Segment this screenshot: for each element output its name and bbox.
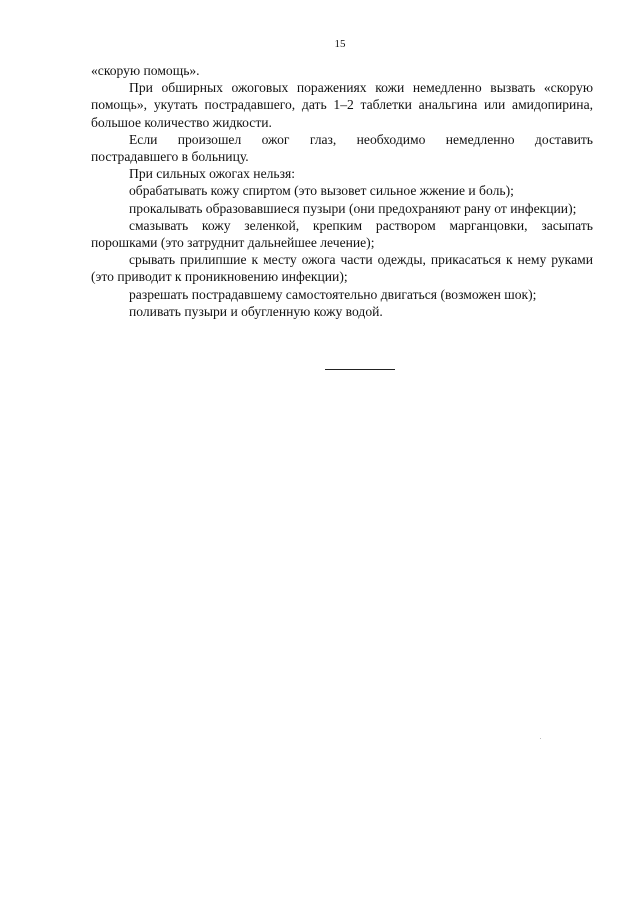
scan-speck bbox=[540, 738, 541, 739]
page-number: 15 bbox=[334, 38, 346, 50]
paragraph-line: При обширных ожоговых поражениях кожи немедленно вызвать «скорую bbox=[129, 80, 593, 96]
paragraph-line: «скорую помощь». bbox=[91, 63, 200, 78]
list-item: смазывать кожу зеленкой, крепким раствором марганцовки, засыпать bbox=[129, 217, 593, 233]
list-item: прокалывать образовавшиеся пузыри (они предохраняют рану от инфекции); bbox=[129, 200, 577, 216]
paragraph-line: Если произошел ожог глаз, необходимо немедленно доставить bbox=[129, 131, 593, 147]
paragraph-line: При сильных ожогах нельзя: bbox=[129, 166, 295, 182]
list-item: разрешать пострадавшему самостоятельно двигаться (возможен шок); bbox=[129, 286, 537, 302]
list-item: срывать прилипшие к месту ожога части одежды, прикасаться к нему руками bbox=[129, 252, 593, 268]
separator-line bbox=[325, 369, 395, 370]
paragraph-line: помощь», укутать пострадавшего, дать 1–2 таблетки анальгина или амидопирина, bbox=[91, 97, 593, 113]
list-item: обрабатывать кожу спиртом (это вызовет сильное жжение и боль); bbox=[129, 183, 514, 199]
paragraph-line: большое количество жидкости. bbox=[91, 114, 272, 130]
list-item: поливать пузыри и обугленную кожу водой. bbox=[129, 303, 383, 319]
list-item-continuation: (это приводит к проникновению инфекции); bbox=[91, 269, 348, 285]
paragraph-line: пострадавшего в больницу. bbox=[91, 149, 249, 165]
list-item-continuation: порошками (это затруднит дальнейшее лечение); bbox=[91, 235, 375, 251]
body-text bbox=[91, 62, 593, 320]
